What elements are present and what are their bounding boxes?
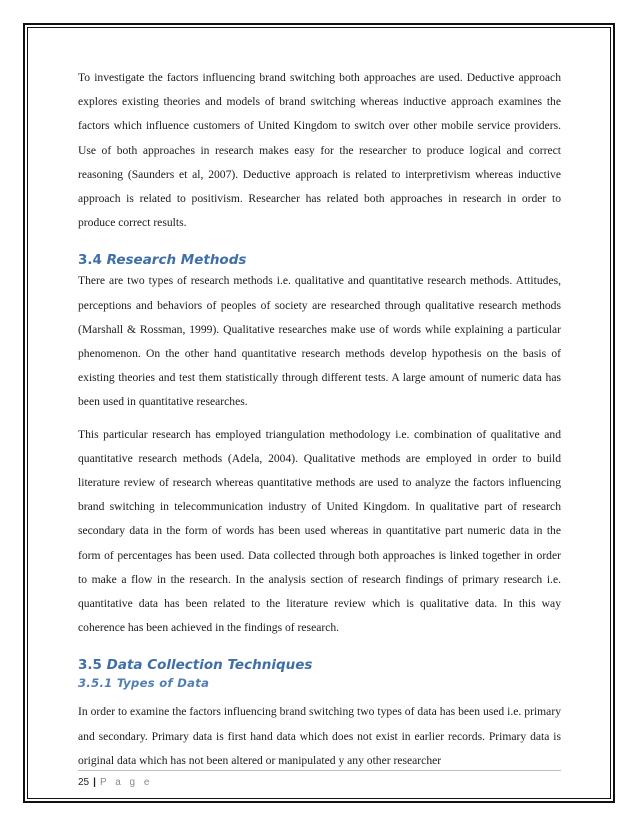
heading-number: 3.4: [78, 252, 107, 269]
heading-data-collection: [78, 656, 561, 674]
page-footer: [78, 770, 561, 788]
paragraph-research-methods: There are two types of research methods i.e. qualitative and quantitative research methods. Attitudes, perceptions and behaviors of peoples of society are researched through qualitative research methods (Marshall & Rossman, 1999). Qualitative researches make use of words while explaining a particular phenomenon. On the other hand quantitative research methods develop hypothesis on the basis of existing theories and test them statistically through different tests. A large amount of numeric data has been used in quantitative researches.: [78, 274, 561, 409]
heading-text: Research Methods: [106, 252, 247, 269]
subheading-types-of-data: 3.5.1 Types of Data: [78, 676, 210, 691]
paragraph-types-of-data: In order to examine the factors influencing brand switching two types of data has been used i.e. primary and secondary. Primary data is first hand data which does not exist in earlier records. Primary data is original data which has not been altered or manipulated y any other researcher: [78, 705, 561, 767]
page-content: [78, 66, 561, 773]
page-label: P a g e: [99, 777, 153, 788]
paragraph-triangulation: This particular research has employed triangulation methodology i.e. combination of qualitative and quantitative research methods (Adela, 2004). Qualitative methods are employed in order to build literature review of research whereas quantitative methods are used to analyze the factors influencing brand switching in telecommunication industry of United Kingdom. In qualitative part of research secondary data in the form of words has been used whereas in quantitative part numeric data in the form of percentages has been used. Data collected through both approaches is linked together in order to make a flow in the research. In the analysis section of research findings of primary research i.e. quantitative data has been related to the literature review which is qualitative data. In this way coherence has been achieved in the findings of research.: [78, 427, 561, 635]
footer-separator: |: [93, 777, 96, 788]
heading-text: Data Collection Techniques: [106, 657, 313, 674]
page-number: 25: [78, 777, 90, 788]
paragraph-approaches: To investigate the factors influencing brand switching both approaches are used. Deductive approach explores existing theories and models of brand switching whereas inductive approach examines the factors which influence customers of United Kingdom to switch over other mobile service providers. Use of both approaches in research makes easy for the researcher to produce logical and correct reasoning (Saunders et al, 2007). Deductive approach is related to interpretivism whereas inductive approach is related to positivism. Researcher has related both approaches in research in order to produce correct results.: [78, 71, 561, 230]
heading-number: 3.5: [78, 657, 107, 674]
heading-research-methods: [78, 251, 561, 269]
